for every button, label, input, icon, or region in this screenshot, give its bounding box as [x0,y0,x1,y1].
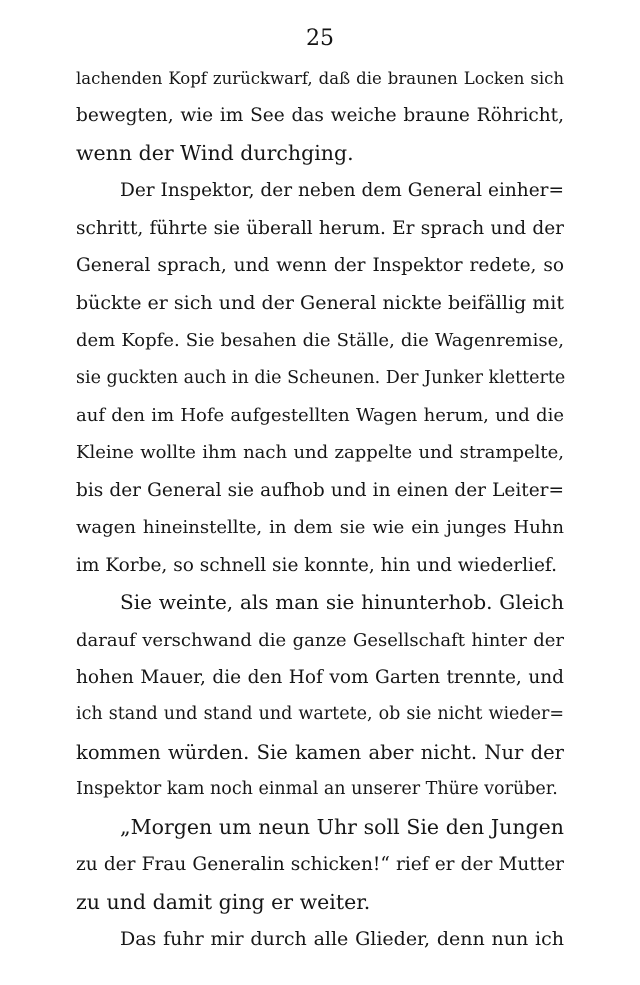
text-line: Das fuhr mir durch alle Glieder, denn nun ich [120,928,564,951]
text-line: wenn der Wind durchging. [76,140,354,165]
text-line: wagen hineinstellte, in dem sie wie ein junges Huhn [76,517,564,539]
text-line: zu der Frau Generalin schicken!“ rief er der Mutter [76,854,564,876]
page-number: 25 [306,26,334,51]
text-line: hohen Mauer, die den Hof vom Garten trennte, und [76,667,564,688]
text-line: darauf verschwand die ganze Gesellschaft hinter der [76,629,564,651]
text-line: bückte er sich und der General nickte beifällig mit [76,291,564,314]
text-line: Kleine wollte ihm nach und zappelte und strampelte, [76,442,564,464]
text-line: zu und damit ging er weiter. [76,889,371,914]
text-line: Sie weinte, als man sie hinunterhob. Gleich [120,590,564,615]
text-line: Inspektor kam noch einmal an unserer Thüre vorüber. [76,779,558,800]
text-line: bis der General sie aufhob und in einen der Leiter= [76,479,564,501]
text-line: kommen würden. Sie kamen aber nicht. Nur der [76,740,564,764]
text-line: lachenden Kopf zurückwarf, daß die braunen Locken sich [76,69,564,88]
body-text [76,60,564,959]
text-line: im Korbe, so schnell sie konnte, hin und wiederlief. [76,554,557,576]
text-line: sie guckten auch in die Scheunen. Der Junker kletterte [76,367,566,388]
text-line: Der Inspektor, der neben dem General einher= [120,180,564,202]
text-line: auf den im Hofe aufgestellten Wagen herum, und die [76,404,564,426]
text-line: ich stand und stand und wartete, ob sie nicht wieder= [76,704,564,725]
text-line: „Morgen um neun Uhr soll Sie den Jungen [120,814,564,839]
text-line: bewegten, wie im See das weiche braune Röhricht, [76,105,564,127]
text-line: General sprach, und wenn der Inspektor redete, so [76,255,564,277]
text-line: dem Kopfe. Sie besahen die Ställe, die Wagenremise, [76,330,564,352]
text-line: schritt, führte sie überall herum. Er sprach und der [76,217,564,239]
